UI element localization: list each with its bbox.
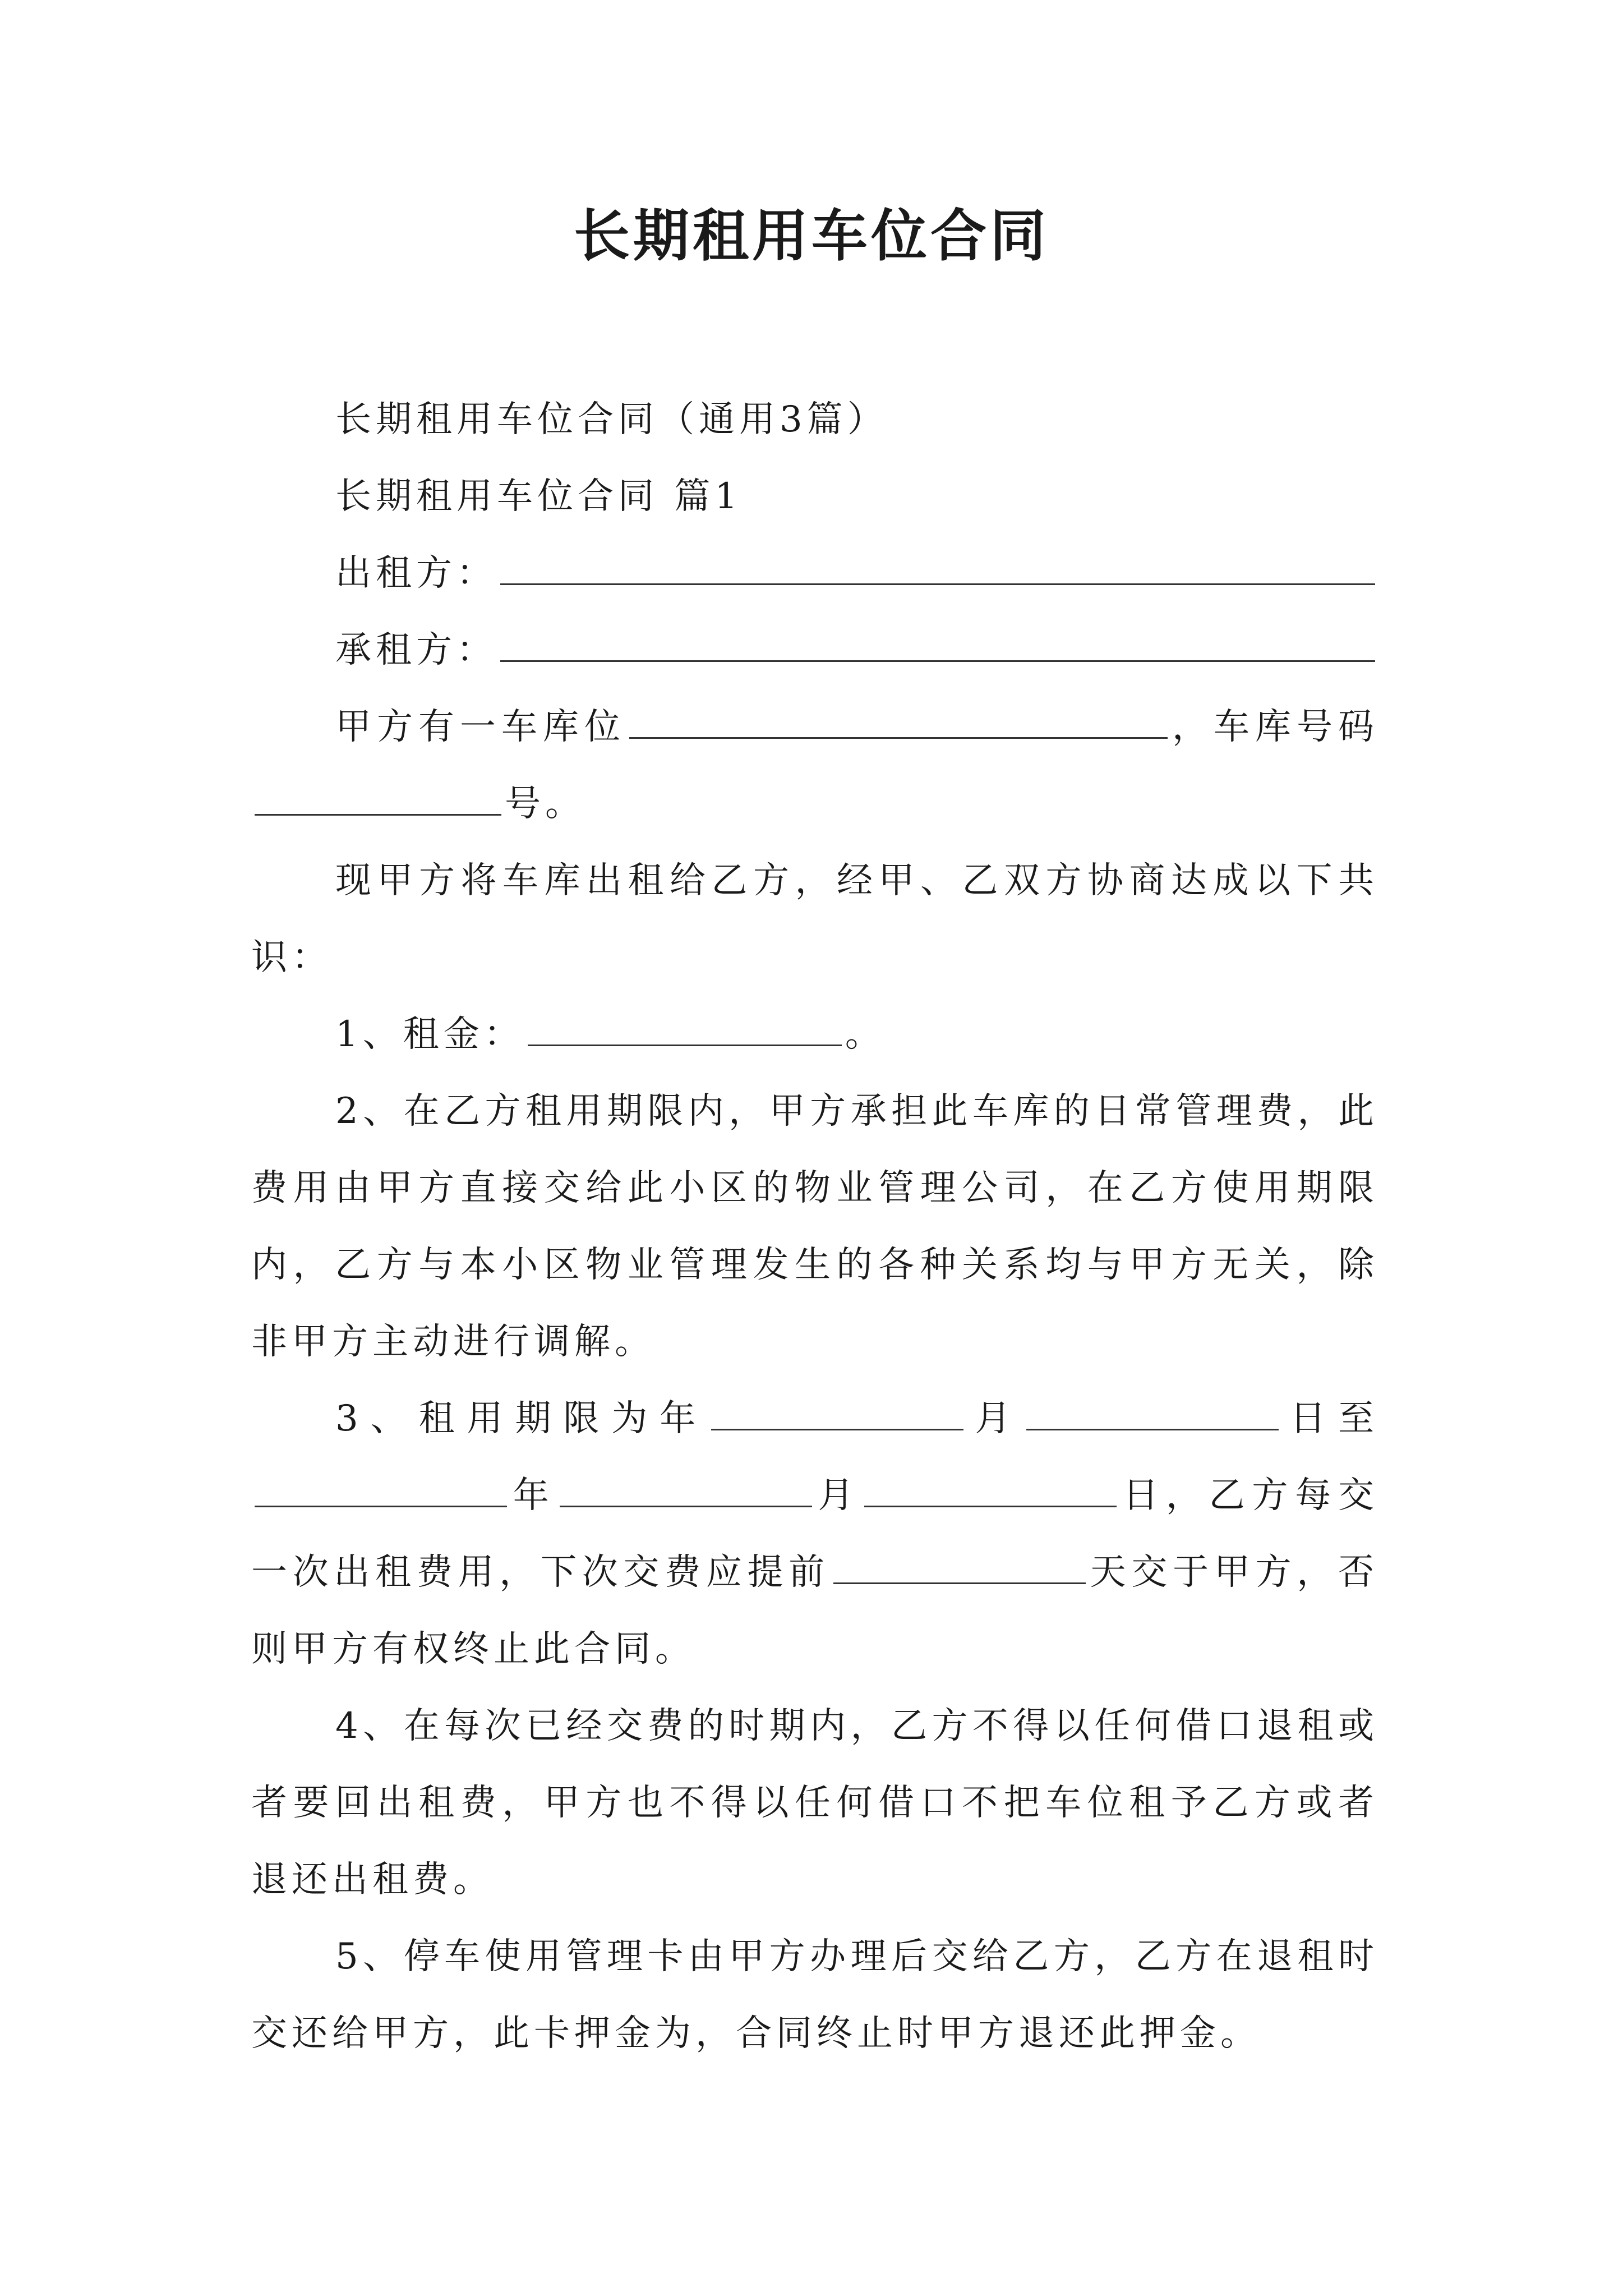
- lessor-line: [251, 535, 1378, 612]
- garage-paragraph: [251, 689, 1378, 843]
- document-body: [251, 381, 1378, 2072]
- lessor-label: 出租方：: [335, 553, 497, 594]
- document-subtitle: 长期租用车位合同（通用3篇）: [335, 399, 888, 440]
- start-day-blank[interactable]: [1026, 1395, 1279, 1430]
- garage-text-2: ，车库号码: [1171, 706, 1378, 748]
- clause-3-text-f: 日，乙方每交一次出租费用，下次交费应提前: [251, 1475, 1379, 1593]
- clause-1: [251, 996, 1378, 1073]
- start-month-blank[interactable]: [711, 1395, 963, 1430]
- lessor-blank[interactable]: [500, 550, 1375, 585]
- end-year-blank[interactable]: [255, 1472, 507, 1507]
- clause-3-text-b: 月: [967, 1398, 1023, 1439]
- clause-3-text-a: 3、租用期限为年: [335, 1398, 708, 1439]
- clause-3-text-d: 年: [510, 1475, 556, 1516]
- lessee-blank[interactable]: [500, 627, 1375, 662]
- lessee-label: 承租方：: [335, 629, 497, 671]
- clause-3-text-g: 天交于甲方，否则甲方有权终止此合同。: [251, 1552, 1378, 1670]
- rent-blank[interactable]: [528, 1011, 842, 1046]
- end-month-blank[interactable]: [560, 1472, 812, 1507]
- garage-text-1: 甲方有一车库位: [335, 706, 626, 748]
- garage-number-blank[interactable]: [255, 780, 501, 816]
- clause-2: 2、在乙方租用期限内，甲方承担此车库的日常管理费，此费用由甲方直接交给此小区的物业管理公司，在乙方使用期限内，乙方与本小区物业管理发生的各种关系均与甲方无关，除非甲方主动进行调解。: [251, 1091, 1378, 1363]
- garage-text-3: 号。: [505, 783, 585, 825]
- lessee-line: [251, 612, 1378, 689]
- clause-3-text-c: 日至: [1282, 1398, 1379, 1439]
- clause-1-text: 1、租金：: [335, 1014, 524, 1055]
- clause-3: [251, 1381, 1378, 1688]
- end-day-blank[interactable]: [864, 1472, 1117, 1507]
- garage-location-blank[interactable]: [629, 703, 1168, 739]
- section-heading: 长期租用车位合同 篇1: [335, 476, 743, 517]
- clause-3-text-e: 月: [815, 1475, 861, 1516]
- document-title: 长期租用车位合同: [574, 203, 1049, 269]
- clause-4: 4、在每次已经交费的时期内，乙方不得以任何借口退租或者要回出租费，甲方也不得以任何借口不把车位租予乙方或者退还出租费。: [251, 1705, 1378, 1901]
- clause-1-end: 。: [845, 1014, 886, 1055]
- clause-5: 5、停车使用管理卡由甲方办理后交给乙方，乙方在退租时交还给甲方，此卡押金为，合同终止时甲方退还此押金。: [251, 1936, 1378, 2054]
- advance-days-blank[interactable]: [833, 1549, 1086, 1584]
- intro-paragraph: 现甲方将车库出租给乙方，经甲、乙双方协商达成以下共识：: [251, 860, 1378, 978]
